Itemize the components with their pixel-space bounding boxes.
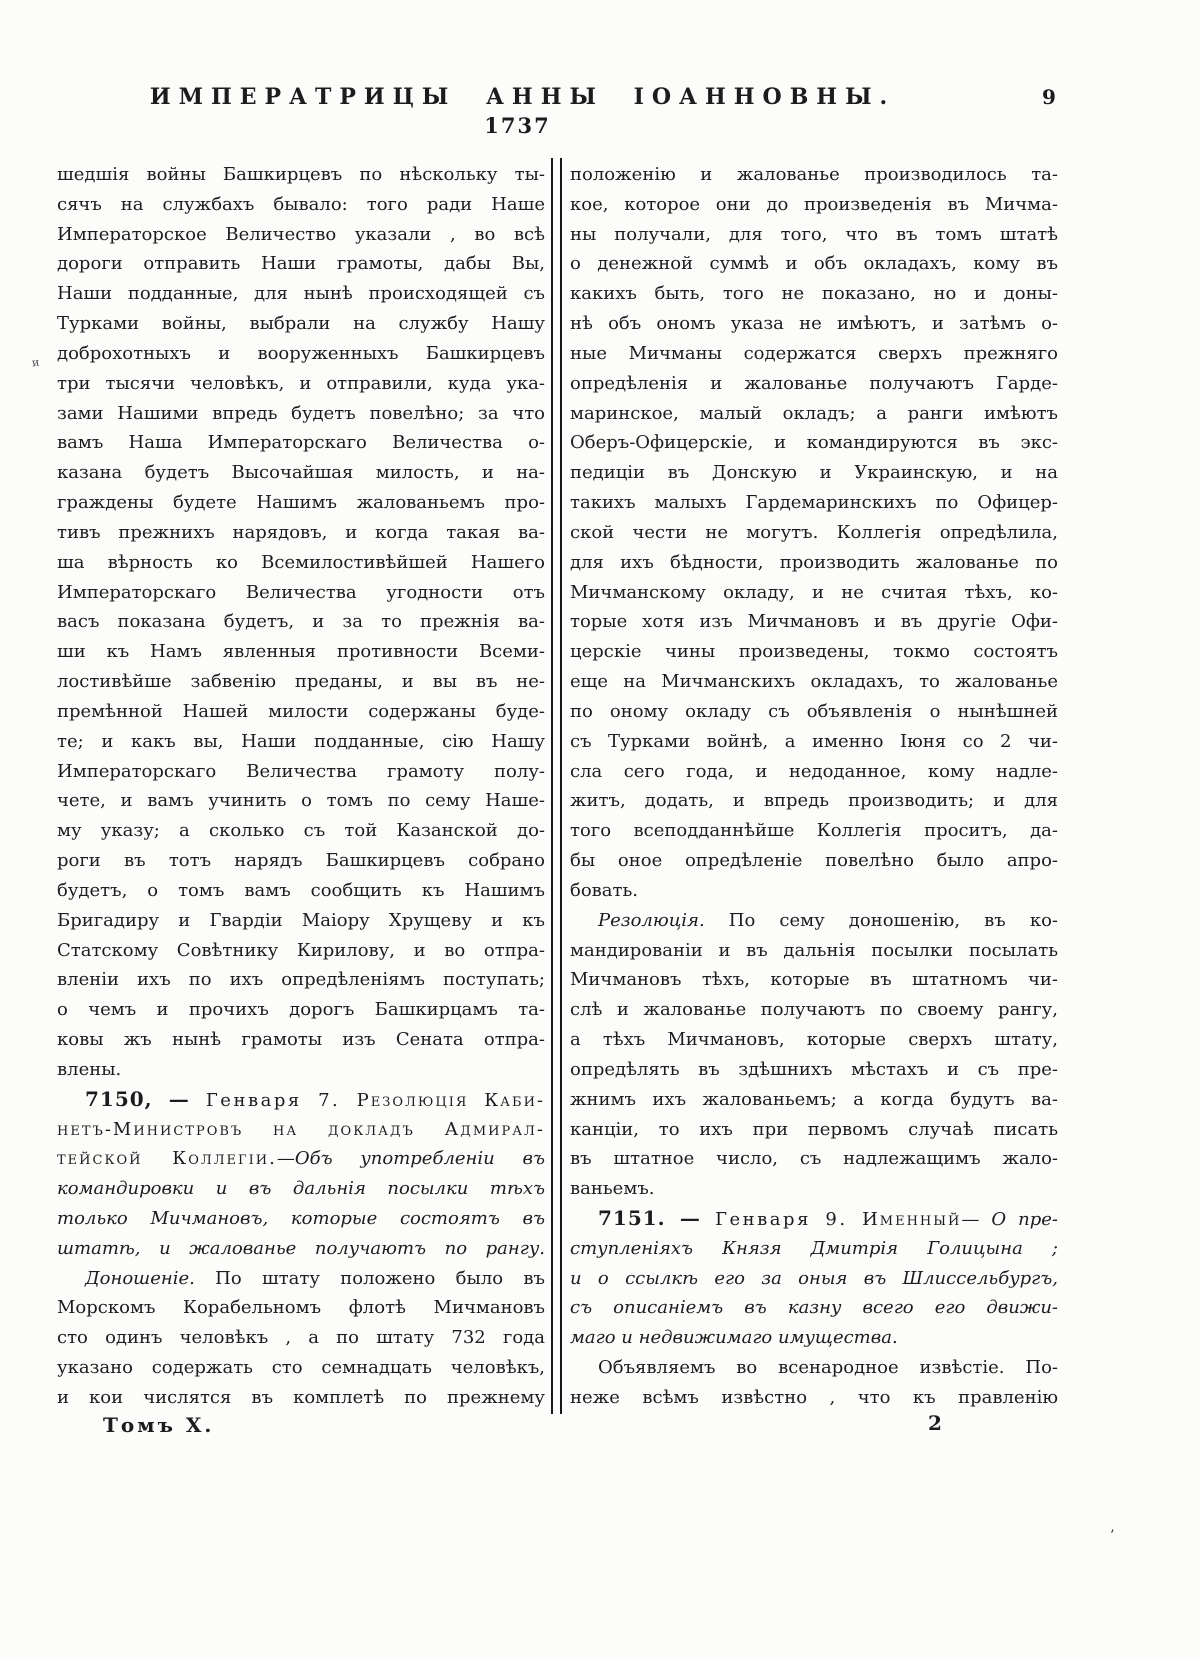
text-segment: ны получали, для того, что въ томъ штатѣ [570,223,1058,245]
scan-artifact-margin: и [31,355,41,370]
text-segment: еще на Мичманскихъ окладахъ, то жалованье [570,671,1058,693]
text-segment: и о ссылкѣ его за оныя въ Шлиссельбургъ, [570,1267,1058,1289]
text-segment: педиціи въ Донскую и Украинскую, и на [570,462,1058,484]
text-line [570,906,1058,936]
text-segment: какихъ быть, того не показано, но и доны- [570,283,1058,305]
text-segment: о чемъ и прочихъ дорогъ Башкирцамъ та- [57,999,545,1021]
text-segment: Императорское Величество указали , во всѣ [57,223,545,245]
text-segment: граждены будете Нашимъ жалованьемъ про- [57,492,545,514]
text-segment: те; и какъ вы, Наши подданные, сію Нашу [57,730,545,752]
text-segment: влены. [57,1058,122,1080]
text-segment: премѣнной Нашей милости содержаны буде- [57,700,545,722]
text-line [570,667,1058,697]
text-line [570,339,1058,369]
text-segment: жнимъ ихъ жалованьемъ; а когда будутъ ва- [570,1088,1058,1110]
text-segment: кое, которое они до произведенія въ Мичма- [570,193,1058,215]
text-line [570,1234,1058,1264]
text-segment: а тѣхъ Мичмановъ, которые сверхъ штату, [570,1029,1058,1051]
text-segment: положенію и жалованье производилось та- [570,164,1058,185]
text-segment: По штату положено было въ [194,1267,545,1289]
text-line [570,1204,1058,1234]
text-segment: Турками войны, выбрали на службу Нашу [57,313,545,335]
text-line [57,1204,545,1234]
text-segment: Генваря 9. [715,1208,863,1230]
text-line [57,727,545,757]
text-line [57,339,545,369]
text-segment: ные Мичманы содержатся сверхъ прежняго [570,342,1058,364]
sheet-signature: 2 [928,1411,942,1435]
text-segment: будетъ, о томъ вамъ сообщить къ Нашимъ [57,879,545,901]
text-line [570,1085,1058,1115]
text-line [57,309,545,339]
volume-signature: Томъ X. [103,1413,215,1437]
text-line [570,1174,1058,1204]
text-segment: зами Нашими впредь будетъ повелѣно; за что [57,402,545,424]
text-segment: чете, и вамъ учинить о томъ по сему Наше- [57,790,545,812]
text-segment: вленіи ихъ по ихъ опредѣленіямъ поступать; [57,969,545,991]
text-line [57,607,545,637]
text-segment: такихъ малыхъ Гардемаринскихъ по Офицер- [570,492,1058,514]
text-segment: Статскому Совѣтнику Кирилову, и во отпра- [57,939,545,961]
text-segment: сячъ на службахъ бывало: того ради Наше [57,193,545,215]
text-line [57,1264,545,1294]
text-line [570,727,1058,757]
column-divider [551,158,562,1414]
text-line [57,369,545,399]
text-line [570,1144,1058,1174]
text-line [570,757,1058,787]
text-segment: опредѣленія и жалованье получаютъ Гарде- [570,372,1058,394]
text-segment: Именный [862,1208,962,1230]
text-segment: неже всѣмъ извѣстно , что къ правленію [570,1386,1058,1408]
text-segment: Генваря 7. [205,1089,357,1111]
text-segment: въ штатное число, съ надлежащимъ жало- [570,1148,1058,1170]
text-segment: вамъ Наша Императорскаго Величества о- [57,432,545,454]
text-segment: ша вѣрность ко Всемилостивѣйшей Нашего [57,551,545,573]
text-line [57,816,545,846]
text-segment: ваньемъ. [570,1178,655,1200]
text-line [570,578,1058,608]
text-segment: роги въ тотъ нарядъ Башкирцевъ собрано [57,850,545,872]
text-line [570,190,1058,220]
text-segment: Объявляемъ во всенародное извѣстіе. По- [598,1357,1058,1379]
text-line [570,309,1058,339]
text-line [570,1383,1058,1413]
text-line [570,458,1058,488]
text-line [570,936,1058,966]
text-segment: церскіе чины произведены, токмо состоятъ [570,641,1058,663]
entry-number: 7150, — [85,1086,206,1111]
text-line [570,399,1058,429]
text-segment: доброхотныхъ и вооруженныхъ Башкирцевъ [57,342,545,364]
text-line [570,548,1058,578]
text-segment: бовать. [570,879,639,901]
text-line [57,637,545,667]
text-segment: му указу; а сколько съ той Казанской до- [57,820,545,842]
text-segment: и кои числятся въ комплетѣ по прежнему [57,1386,545,1408]
text-segment: сто одинъ человѣкъ , а по штату 732 года [57,1327,545,1349]
text-segment: съ описаніемъ въ казну всего его движи- [570,1297,1058,1319]
text-line [570,1115,1058,1145]
text-line [57,786,545,816]
text-line [570,816,1058,846]
text-line [570,1323,1058,1353]
text-segment: ши къ Намъ явленныя противности Всеми- [57,641,545,663]
text-line [57,1025,545,1055]
text-segment: Мичмановъ тѣхъ, которые въ штатномъ чи- [570,969,1058,991]
text-line [57,518,545,548]
text-line [57,876,545,906]
text-segment: по оному окладу съ объявленія о нынѣшней [570,700,1058,722]
year-heading: 1737 [484,113,551,138]
text-segment: Оберъ-Офицерскіе, и командируются въ экс- [570,432,1058,454]
text-line [57,757,545,787]
text-segment: лостивѣйше забвенію преданы, и вы въ не- [57,671,545,693]
running-title: ИМПЕРАТРИЦЫ АННЫ ІОАННОВНЫ. [149,84,896,110]
text-segment: Императорскаго Величества грамоту полу- [57,760,545,782]
text-segment: казана будетъ Высочайшая милость, и на- [57,462,545,484]
text-line [57,548,545,578]
text-line [570,1025,1058,1055]
text-segment: мандированіи и въ дальнія посылки посылать [570,939,1058,961]
text-segment: — [961,1208,992,1230]
text-segment: Резолюція Каби- [356,1089,545,1111]
right-column [570,160,1058,1413]
text-line [570,607,1058,637]
text-segment: опредѣлять въ здѣшнихъ мѣстахъ и съ пре- [570,1058,1058,1080]
text-line [57,1115,545,1145]
text-line [57,1293,545,1323]
text-line [57,965,545,995]
text-segment: васъ показана будетъ, и за то прежнія ва- [57,611,545,633]
text-line [57,399,545,429]
text-line [57,1234,545,1264]
text-segment: Мичманскому окладу, и не считая тѣхъ, ко- [570,581,1058,603]
text-line [57,697,545,727]
text-line [57,1383,545,1413]
text-line [570,220,1058,250]
scan-artifact-corner: ’ [1110,1528,1115,1544]
text-segment: нѣ объ ономъ указа не имѣютъ, и затѣмъ о- [570,313,1058,335]
text-segment: сла сего года, и недоданное, кому надле- [570,760,1058,782]
text-segment: Объ употребленіи въ [294,1148,545,1170]
text-line [57,936,545,966]
text-line [570,965,1058,995]
text-line [570,249,1058,279]
text-segment: о денежной суммѣ и объ окладахъ, кому въ [570,253,1058,275]
text-line [57,1144,545,1174]
text-line [570,995,1058,1025]
text-segment: съ Турками войнѣ, а именно Іюня со 2 чи- [570,730,1058,752]
text-segment: только Мичмановъ, которые состоятъ въ [57,1207,545,1229]
text-segment: тейской Коллегіи. [57,1148,277,1170]
text-line [57,190,545,220]
text-segment: ковы жъ нынѣ грамоты изъ Сената отпра- [57,1029,545,1051]
text-line [57,1353,545,1383]
text-segment: слѣ и жалованье получаютъ по своему рангу, [570,999,1058,1021]
text-segment: бы оное опредѣленіе повелѣно было апро- [570,850,1058,872]
text-line [57,995,545,1025]
text-segment: Императорскаго Величества угодности отъ [57,581,545,603]
text-line [57,279,545,309]
text-line [570,160,1058,190]
text-segment: житъ, додать, и впредь производить; и для [570,790,1058,812]
entry-number: 7151. — [598,1205,716,1230]
text-segment: Бригадиру и Гвардіи Маіору Хрущеву и къ [57,909,545,931]
text-line [57,846,545,876]
text-line [57,667,545,697]
text-line [570,786,1058,816]
text-segment: дороги отправить Наши грамоты, дабы Вы, [57,253,545,275]
text-segment: три тысячи человѣкъ, и отправили, куда ука- [57,372,545,394]
text-line [570,846,1058,876]
left-column [57,160,545,1413]
text-segment: указано содержать сто семнадцать человѣкъ, [57,1357,545,1379]
text-line [57,578,545,608]
text-line [570,518,1058,548]
text-segment: шедшія войны Башкирцевъ по нѣскольку ты- [57,164,545,185]
text-line [570,697,1058,727]
page-number: 9 [1042,85,1056,109]
text-segment: маринское, малый окладъ; а ранги имѣютъ [570,402,1058,424]
text-line [57,1085,545,1115]
text-segment: Наши подданные, для нынѣ происходящей съ [57,283,545,305]
text-segment: канціи, то ихъ при первомъ случаѣ писать [570,1118,1058,1140]
text-line [57,488,545,518]
text-line [570,369,1058,399]
text-line [57,458,545,488]
text-line [570,428,1058,458]
text-segment: Резолюція. [598,909,705,931]
text-segment: — [276,1148,295,1170]
text-line [57,160,545,190]
text-line [57,906,545,936]
text-line [57,1055,545,1085]
text-line [570,1293,1058,1323]
text-line [57,1323,545,1353]
text-line [570,1264,1058,1294]
text-segment: нетъ-Министровъ на докладъ Адмирал- [57,1118,545,1140]
text-segment: Доношеніе. [85,1267,195,1289]
text-segment: тивъ прежнихъ нарядовъ, и когда такая ва- [57,521,545,543]
text-line [570,279,1058,309]
text-segment: маго и недвижимаго имущества. [570,1327,898,1349]
text-segment: штатѣ, и жалованье получаютъ по рангу. [57,1237,545,1259]
text-line [57,249,545,279]
text-segment: торые хотя изъ Мичмановъ и въ другіе Офи- [570,611,1058,633]
text-line [570,1055,1058,1085]
text-segment: О пре- [991,1208,1058,1230]
text-segment: командировки и въ дальнія посылки тѣхъ [57,1178,545,1200]
text-segment: того всеподданнѣйше Коллегія проситъ, да- [570,820,1058,842]
text-line [570,876,1058,906]
text-line [57,428,545,458]
text-segment: ской чести не могутъ. Коллегія опредѣлила, [570,521,1058,543]
text-segment: ступленіяхъ Князя Дмитрія Голицына ; [570,1237,1058,1259]
text-line [570,488,1058,518]
text-line [57,1174,545,1204]
text-line [57,220,545,250]
text-line [570,637,1058,667]
text-segment: По сему доношенію, въ ко- [704,909,1058,931]
text-segment: Морскомъ Корабельномъ флотѣ Мичмановъ [57,1297,545,1319]
text-line [570,1353,1058,1383]
text-segment: для ихъ бѣдности, производить жалованье по [570,551,1058,573]
